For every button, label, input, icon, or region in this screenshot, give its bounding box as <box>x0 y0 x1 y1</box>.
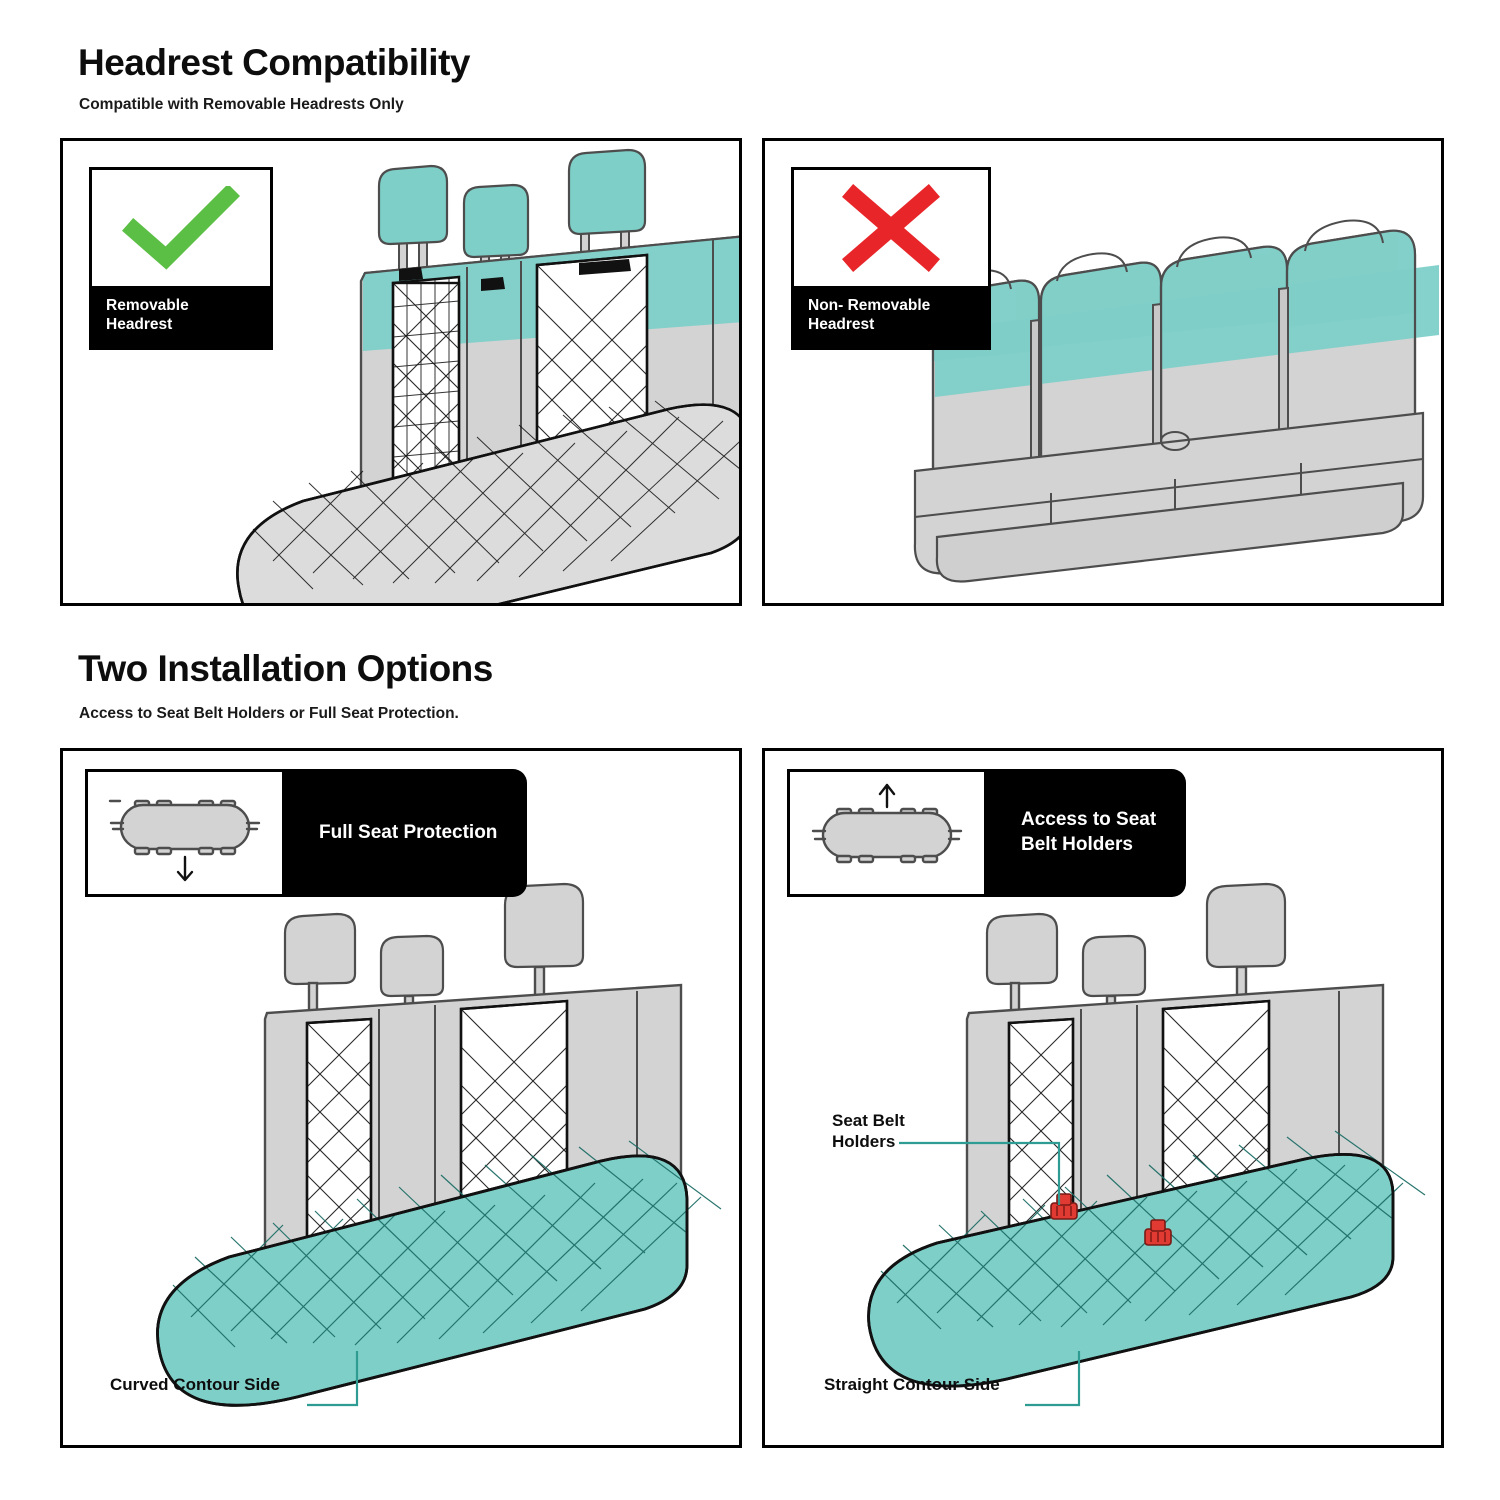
callout-seat-belt-holders-line1: Seat Belt <box>832 1111 905 1130</box>
badge-label-removable-headrest <box>92 286 270 347</box>
pill-label-line1: Access to Seat <box>1021 809 1157 831</box>
badge-label-line1: Non- Removable <box>808 297 931 314</box>
badge-label-line2: Headrest <box>106 316 173 334</box>
callout-straight-contour-side <box>824 1374 1000 1395</box>
panel-access-to-seat-belt-holders <box>762 748 1444 1448</box>
callout-seat-belt-holders-line2: Holders <box>832 1132 896 1152</box>
pill-full-seat-protection <box>85 769 527 897</box>
cross-icon <box>794 170 988 286</box>
panel-removable-headrest <box>60 138 742 606</box>
panel-full-seat-protection <box>60 748 742 1448</box>
badge-non-removable-headrest <box>791 167 991 350</box>
badge-label-line2: Headrest <box>808 316 875 334</box>
section-title-two-installation-options: Two Installation Options <box>78 648 493 689</box>
badge-label-non-removable-headrest <box>794 286 988 347</box>
pill-label-access-to-seat-belt-holders <box>987 769 1186 897</box>
pill-label-line1: Full Seat Protection <box>319 821 498 843</box>
callout-curved-contour-side <box>110 1374 280 1395</box>
seat-cover-down-arrow-icon <box>85 769 285 897</box>
pill-label-full-seat-protection <box>285 769 527 897</box>
check-icon <box>92 170 270 286</box>
pill-access-to-seat-belt-holders <box>787 769 1186 897</box>
callout-seat-belt-holders <box>832 1110 905 1153</box>
section-title-headrest-compatibility: Headrest Compatibility <box>78 42 470 83</box>
section-subtitle-headrest-compatibility: Compatible with Removable Headrests Only <box>79 96 404 113</box>
pill-label-line2: Belt Holders <box>1021 834 1133 855</box>
seat-cover-up-arrow-icon <box>787 769 987 897</box>
callout-straight-contour-side-label: Straight Contour Side <box>824 1375 1000 1394</box>
badge-removable-headrest <box>89 167 273 350</box>
section-subtitle-two-installation-options: Access to Seat Belt Holders or Full Seat Protection. <box>79 705 459 722</box>
callout-curved-contour-side-label: Curved Contour Side <box>110 1375 281 1394</box>
badge-label-line1: Removable <box>106 297 189 314</box>
panel-non-removable-headrest <box>762 138 1444 606</box>
